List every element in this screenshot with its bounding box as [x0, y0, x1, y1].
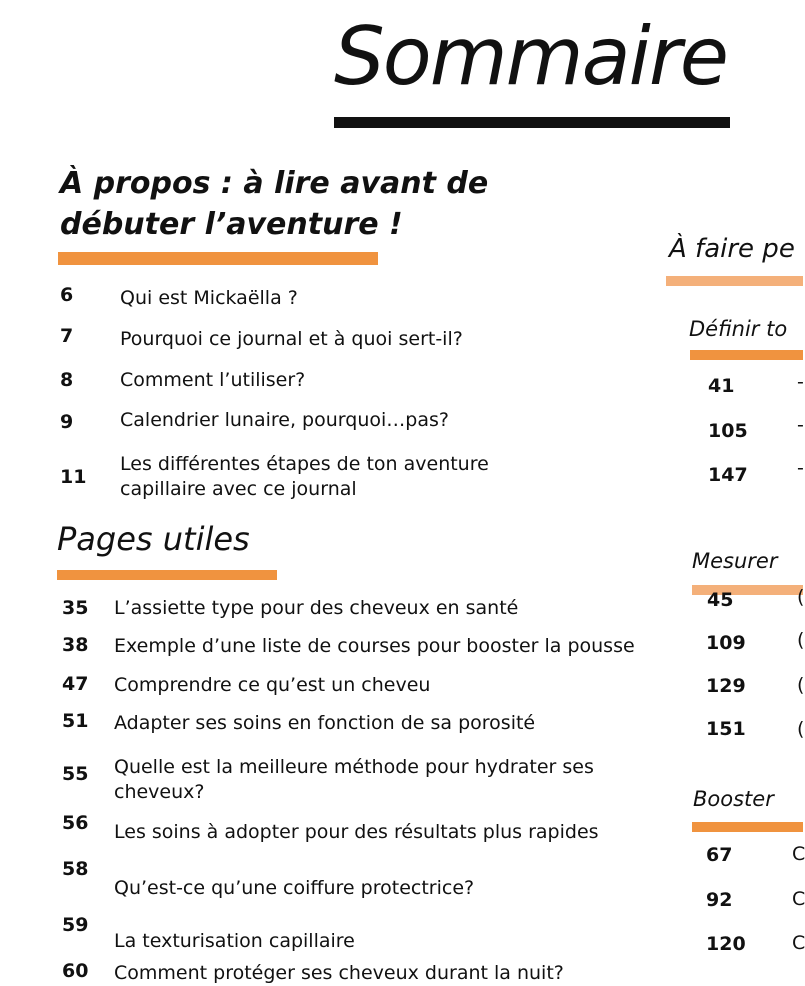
subsection-heading-measure: Mesurer	[692, 549, 778, 573]
toc-entry-mark: -	[797, 414, 804, 436]
toc-entry[interactable]: L’assiette type pour des cheveux en santé	[114, 597, 519, 619]
toc-page-number: 58	[62, 858, 89, 880]
toc-page-number: 147	[708, 464, 748, 486]
toc-entry-mark: C	[792, 843, 805, 865]
toc-entry[interactable]: Les soins à adopter pour des résultats plus rapides	[114, 821, 599, 843]
subsection-heading-define: Définir to	[689, 317, 788, 341]
toc-entry-mark: C	[792, 888, 805, 910]
toc-entry[interactable]: Calendrier lunaire, pourquoi…pas?	[120, 409, 449, 431]
toc-page-number: 6	[60, 284, 74, 306]
toc-entry[interactable]: Comprendre ce qu’est un cheveu	[114, 674, 431, 696]
toc-page-number: 47	[62, 673, 89, 695]
subsection-heading-booster: Booster	[693, 787, 774, 811]
toc-page-number: 7	[60, 325, 74, 347]
toc-page-number: 55	[62, 763, 89, 785]
toc-page-number: 92	[706, 889, 733, 911]
toc-page-number: 60	[62, 960, 89, 982]
toc-entry[interactable]: Qu’est-ce qu’une coiffure protectrice?	[114, 877, 475, 899]
toc-entry-mark: (	[797, 629, 805, 651]
toc-page-number: 35	[62, 597, 89, 619]
toc-entry[interactable]: Adapter ses soins en fonction de sa porosité	[114, 712, 536, 734]
section-heading-about: À propos : à lire avant de débuter l’aventure !	[60, 166, 489, 242]
toc-page-number: 120	[706, 933, 746, 955]
section-bar-useful	[57, 570, 277, 580]
toc-page-number: 51	[62, 710, 89, 732]
toc-page-number: 38	[62, 634, 89, 656]
toc-entry-mark: -	[797, 457, 804, 479]
toc-page-number: 67	[706, 844, 733, 866]
toc-entry[interactable]: Comment l’utiliser?	[120, 369, 306, 391]
toc-entry-mark: (	[797, 674, 805, 696]
toc-entry[interactable]: La texturisation capillaire	[114, 930, 355, 952]
toc-page-number: 105	[708, 420, 748, 442]
section-bar-about	[58, 252, 378, 265]
toc-page-number: 11	[60, 466, 87, 488]
toc-page-number: 59	[62, 914, 89, 936]
section-bar-todo	[666, 276, 803, 286]
toc-entry[interactable]: Comment protéger ses cheveux durant la nuit?	[114, 962, 564, 984]
toc-entry-mark: C	[792, 932, 805, 954]
toc-page-number: 109	[706, 632, 746, 654]
toc-page-number: 9	[60, 411, 74, 433]
toc-page-number: 151	[706, 718, 746, 740]
toc-page-number: 45	[707, 589, 734, 611]
toc-entry-mark: (	[797, 718, 805, 740]
section-heading-todo: À faire pe	[669, 234, 795, 264]
subsection-bar-define	[690, 350, 803, 360]
title-underline	[334, 117, 730, 128]
toc-page-number: 8	[60, 369, 74, 391]
toc-entry[interactable]: Exemple d’une liste de courses pour booster la pousse	[114, 635, 635, 657]
toc-entry[interactable]: Quelle est la meilleure méthode pour hydrater ses cheveux?	[114, 756, 594, 803]
toc-entry-mark: -	[797, 371, 804, 393]
toc-entry[interactable]: Qui est Mickaëlla ?	[120, 287, 298, 309]
section-heading-useful: Pages utiles	[57, 520, 250, 558]
toc-page-number: 41	[708, 375, 735, 397]
subsection-bar-booster	[692, 822, 803, 832]
toc-entry[interactable]: Pourquoi ce journal et à quoi sert-il?	[120, 328, 463, 350]
toc-entry-mark: (	[797, 586, 805, 608]
toc-entry[interactable]: Les différentes étapes de ton aventure capillaire avec ce journal	[120, 453, 489, 500]
toc-page-number: 129	[706, 675, 746, 697]
page-title: Sommaire	[334, 10, 727, 103]
toc-page-number: 56	[62, 812, 89, 834]
